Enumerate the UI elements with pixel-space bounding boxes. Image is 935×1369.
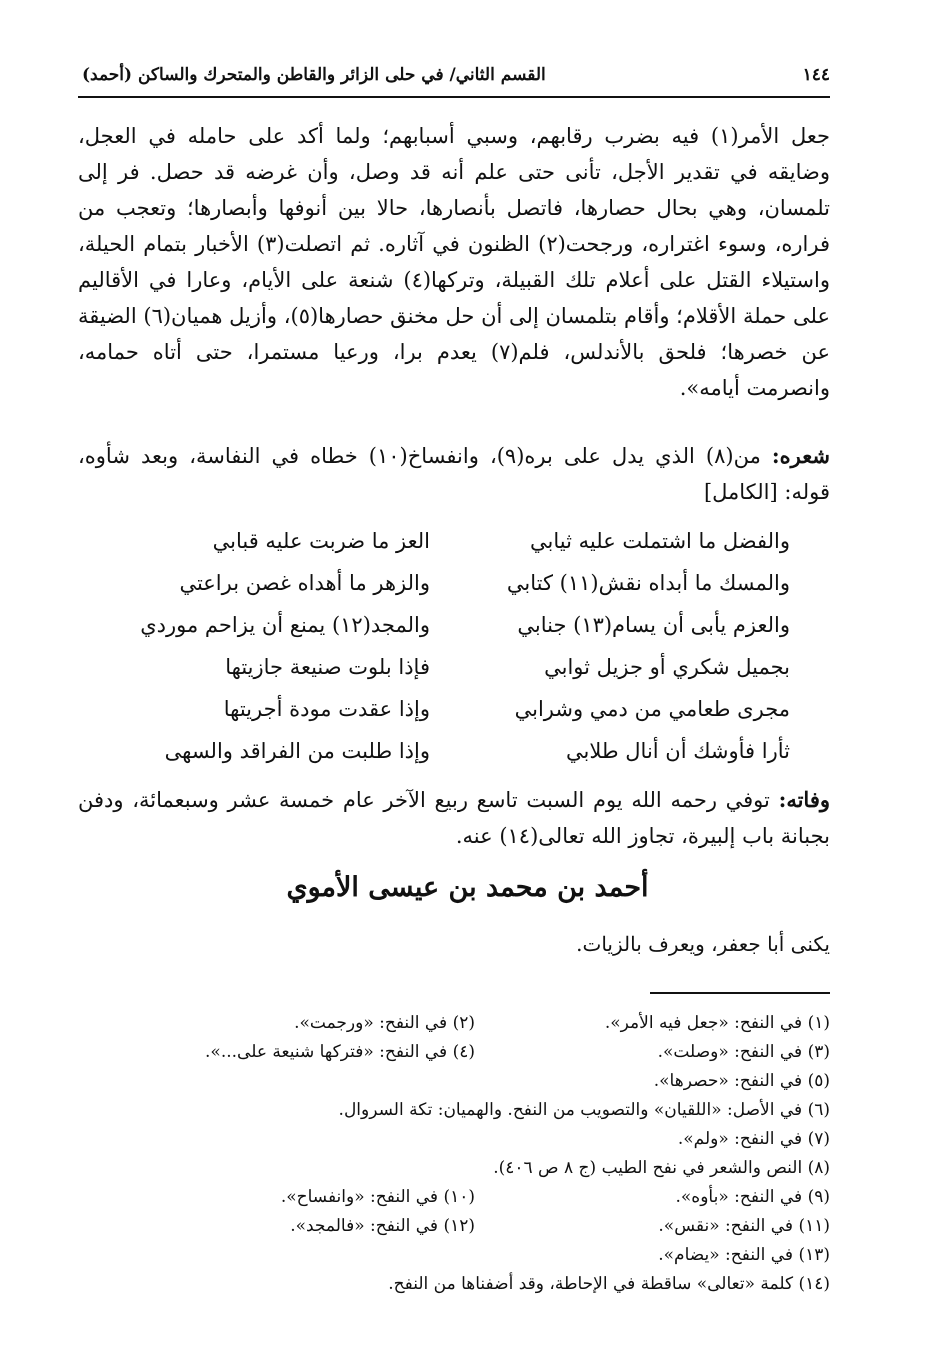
footnote: (١٤) كلمة «تعالى» ساقطة في الإحاطة، وقد أضفناها من النفح.	[388, 1273, 830, 1294]
death-label: وفاته:	[778, 787, 830, 812]
footnote: (٢) في النفح: «ورجمت».	[294, 1012, 475, 1033]
verse-first-hemistich: وإذا طلبت من الفراقد والسهى	[164, 739, 430, 763]
body-paragraph: جعل الأمر(١) فيه بضرب رقابهم، وسبي أسبابهم؛ ولما أكد على حامله في العجل، وضايقه في تقدير الأجل، تأنى حتى علم أنه قد وصل، وأن غرضه قد حصل. فر إلى تلمسان، وهي بحال حصارها، فاتصل بأنصارها، حالا بين أنوفها وأبصارها؛ وتعجب من فراره، وسوء اغتراره، ورجحت(٢) الظنون في آثاره. ثم اتصلت(٣) الأخبار بتمام الحيلة، واستيلاء القتل على أعلام تلك القبيلة، وتركها(٤) شنعة على الأيام، وعارا في الأقاليم على حملة الأقلام؛ وأقام بتلمسان إلى أن حل مخنق حصارها(٥)، وأزيل هميان(٦) الضيقة عن خصرها؛ فلحق بالأندلس، فلم(٧) يعدم برا، ورعيا مستمرا، حتى أتاه حمامه، وانصرمت أيامه».	[78, 124, 830, 400]
verse-second-hemistich: ثأرا فأوشك أن أنال طلابي	[566, 739, 790, 763]
footnote-row	[120, 1037, 830, 1066]
footnote: (١٢) في النفح: «فالمجد».	[290, 1215, 475, 1236]
verse-second-hemistich: والمسك ما أبداه نقش(١١) كتابي	[506, 571, 790, 595]
poetry-intro-text: من(٨) الذي يدل على بره(٩)، وانفساخ(١٠) خطاه في النفاسة، وبعد شأوه، قوله: [الكامل]	[78, 444, 830, 504]
death-text: توفي رحمه الله يوم السبت تاسع ربيع الآخر عام خمسة عشر وسبعمائة، ودفن بجبانة باب إلبيرة، تجاوز الله تعالى(١٤) عنه.	[78, 788, 830, 848]
verse-first-hemistich: والمجد(١٢) يمنع أن يزاحم موردي	[140, 613, 430, 637]
verse-first-hemistich: فإذا بلوت صنيعة جازيتها	[225, 655, 430, 679]
footnote: (٦) في الأصل: «اللقيان» والتصويب من النفح. والهميان: تكة السروال.	[338, 1099, 830, 1120]
footnote-row	[120, 1240, 830, 1269]
verse-block	[110, 520, 790, 772]
running-header	[82, 58, 830, 92]
verse-second-hemistich: مجرى طعامي من دمي وشرابي	[514, 697, 790, 721]
verse-row	[110, 520, 790, 562]
verse-second-hemistich: بجميل شكري أو جزيل ثوابي	[544, 655, 790, 679]
footnote: (١٠) في النفح: «وانفساح».	[280, 1186, 475, 1207]
section-title: أحمد بن محمد بن عيسى الأموي	[286, 872, 649, 903]
verse-second-hemistich: والفضل ما اشتملت عليه ثيابي	[530, 529, 790, 553]
verse-second-hemistich: والعزم يأبى أن يسام(١٣) جنابي	[517, 613, 790, 637]
footnote-row	[120, 1066, 830, 1095]
footnote: (٤) في النفح: «فتركها شنيعة على...».	[205, 1041, 475, 1062]
verse-row	[110, 730, 790, 772]
footnote: (١١) في النفح: «نقس».	[658, 1215, 830, 1236]
footnote-rule	[650, 992, 830, 994]
footnote: (٨) النص والشعر في نفح الطيب (ج ٨ ص ٤٠٦).	[493, 1157, 830, 1178]
footnote-row	[120, 1153, 830, 1182]
verse-first-hemistich: والزهر ما أهداه غصن براعتي	[179, 571, 430, 595]
footnote-row	[120, 1095, 830, 1124]
footnote: (١) في النفح: «جعل فيه الأمر».	[604, 1012, 830, 1033]
footnote: (٧) في النفح: «ولم».	[677, 1128, 830, 1149]
verse-first-hemistich: وإذا عقدت مودة أجريتها	[223, 697, 430, 721]
footnote: (٩) في النفح: «بأوه».	[675, 1186, 830, 1207]
verse-row	[110, 688, 790, 730]
footnote-row	[120, 1008, 830, 1037]
verse-row	[110, 604, 790, 646]
header-title: القسم الثاني/ في حلى الزائر والقاطن والمتحرك والساكن (أحمد)	[82, 65, 546, 85]
footnote: (٥) في النفح: «حصرها».	[653, 1070, 830, 1091]
verse-first-hemistich: العز ما ضربت عليه قبابي	[212, 529, 430, 553]
header-rule	[78, 96, 830, 98]
death-paragraph	[78, 782, 830, 854]
footnote-row	[120, 1211, 830, 1240]
footnote: (١٣) في النفح: «يضام».	[658, 1244, 830, 1265]
poetry-intro	[78, 438, 830, 510]
poetry-label: شعره:	[771, 443, 830, 468]
footnote-row	[120, 1124, 830, 1153]
section-subtitle: يكنى أبا جعفر، ويعرف بالزيات.	[576, 932, 830, 956]
footnote: (٣) في النفح: «وصلت».	[657, 1041, 830, 1062]
verse-row	[110, 562, 790, 604]
footnote-row	[120, 1269, 830, 1298]
verse-row	[110, 646, 790, 688]
page-number: ١٤٤	[802, 65, 830, 85]
footnote-row	[120, 1182, 830, 1211]
